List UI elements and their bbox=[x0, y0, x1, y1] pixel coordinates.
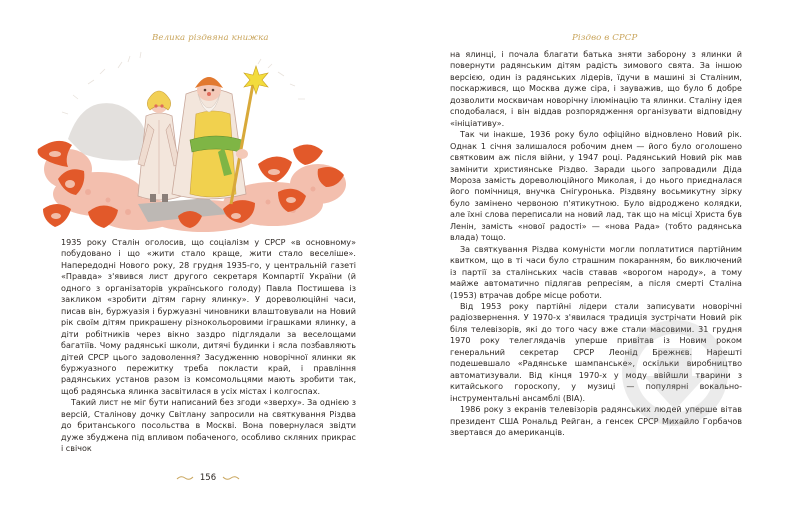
running-head-right: Різдво в СРСР bbox=[572, 33, 638, 43]
page-number: 156 bbox=[199, 473, 217, 483]
right-page bbox=[400, 0, 799, 512]
paragraph: 1935 року Сталін оголосив, що соціалізм у СРСР «в основному» побудовано і що «жити стало краще, жити стало веселіше». Напередодні Нового року, 28 грудня 1935-го, у центральній газеті «Правда» з'явився лист другого секретаря Компартії України (й одного з організаторів українського голоду) Павла Постишева із закликом «зробити дітям гарну ялинку». У дореволюційні часи, писав він, буржуазія і буржуазні чиновники влаштовували на Новий рік своїм дітям прикрашену різнокольоровими іграшками ялинку, а діти робітників через вікно заздро підглядали за веселощами багатіїв. Чому радянські школи, дитячі будинки і ясла позбавляють дітей СРСР цього задоволення? Засудженню новорічної ялинки як буржуазного пережитку треба покласти край, і правління радянських установ разом із комсомольцями мають зробити так, щоб радянська ялинка засвітилася в усіх містах і колгоспах. bbox=[61, 238, 356, 396]
watermark-logo-icon bbox=[620, 318, 730, 428]
running-head-left: Велика різдвяна книжка bbox=[152, 33, 269, 43]
paragraph: Від 1953 року партійні лідери стали записувати новорічні радіозвернення. У 1970-х з'явилася традиція зустрічати Новий рік біля телевізорів, які до того часу вже стали масовими. 31 грудня 1970 року телеглядачів уперше привітав із Новим роком генеральний секретар СРСР Леонід Брежнєв. Нарешті подешевшало «Радянське шампанське», оскільки виробництво автоматизували. Від кінця 1970-х у моду ввійшли тварини з китайського гороскопу, у музиці — популярні вокально-інструментальні ансамблі (ВІА). bbox=[450, 301, 742, 403]
paragraph: 1986 року з екранів телевізорів радянських людей уперше вітав президент США Рональд Рейган, а генсек СРСР Михайло Горбачов звертався до американців. bbox=[450, 405, 742, 437]
paragraph: Такий лист не міг бути написаний без згоди «зверху». За однією з версій, Сталінову дочку Світлану запросили на святкування Різдва до британського посольства в Москві. Вона повернулася звідти дуже збуджена під впливом побаченого, особливо скляних прикрас і свічок bbox=[61, 398, 356, 454]
left-page bbox=[0, 0, 399, 512]
paragraph: За святкування Різдва комуністи могли поплатитися партійним квитком, що в ті часи було страшним покаранням, бо виключений із партії за сталінських часів ставав «ворогом народу», а тому майже автоматично підлягав репресіям, а після смерті Сталіна (1953) втрачав добре місце роботи. bbox=[450, 244, 742, 300]
paragraph: Так чи інакше, 1936 року було офіційно відновлено Новий рік. Однак 1 січня залишалося робочим днем — його було оголошено святковим аж після війни, у 1947 році. Радянський Новий рік мав замінити християнське Різдво. Заради цього запровадили Діда Мороза замість дореволюційного Миколая, і до нього приєдналася його помічниця, внучка Снігуронька. Різдвяну восьмикутну зірку було замінено червоною п'ятикутною. Було відроджено колядки, але їхні слова переписали на новий лад, так що на місці Христа був Ленін, замість «нової радості» — «нова Рада» (тобто радянська влада) тощо. bbox=[450, 130, 742, 243]
left-page-body-text bbox=[61, 237, 356, 455]
illustration-ded-moroz-snegurochka bbox=[28, 44, 358, 234]
page-folio bbox=[168, 471, 248, 485]
swash-ornament-right-icon bbox=[222, 475, 240, 481]
swash-ornament-left-icon bbox=[176, 475, 194, 481]
paragraph: на ялинці, і почала благати батька зняти заборону з ялинки й повернути радянським дітям радість зимового свята. За іншою версією, один із радянських лідерів, їдучи в машині зі Сталіним, поскаржився, що Москва дуже сіра, і зауважив, що було б добре дозволити москвичам новорічну ілюмінацію та ялинки. Сталіну ідея сподобалася, і він віддав розпорядження організувати відповідну «ініціативу». bbox=[450, 50, 742, 128]
